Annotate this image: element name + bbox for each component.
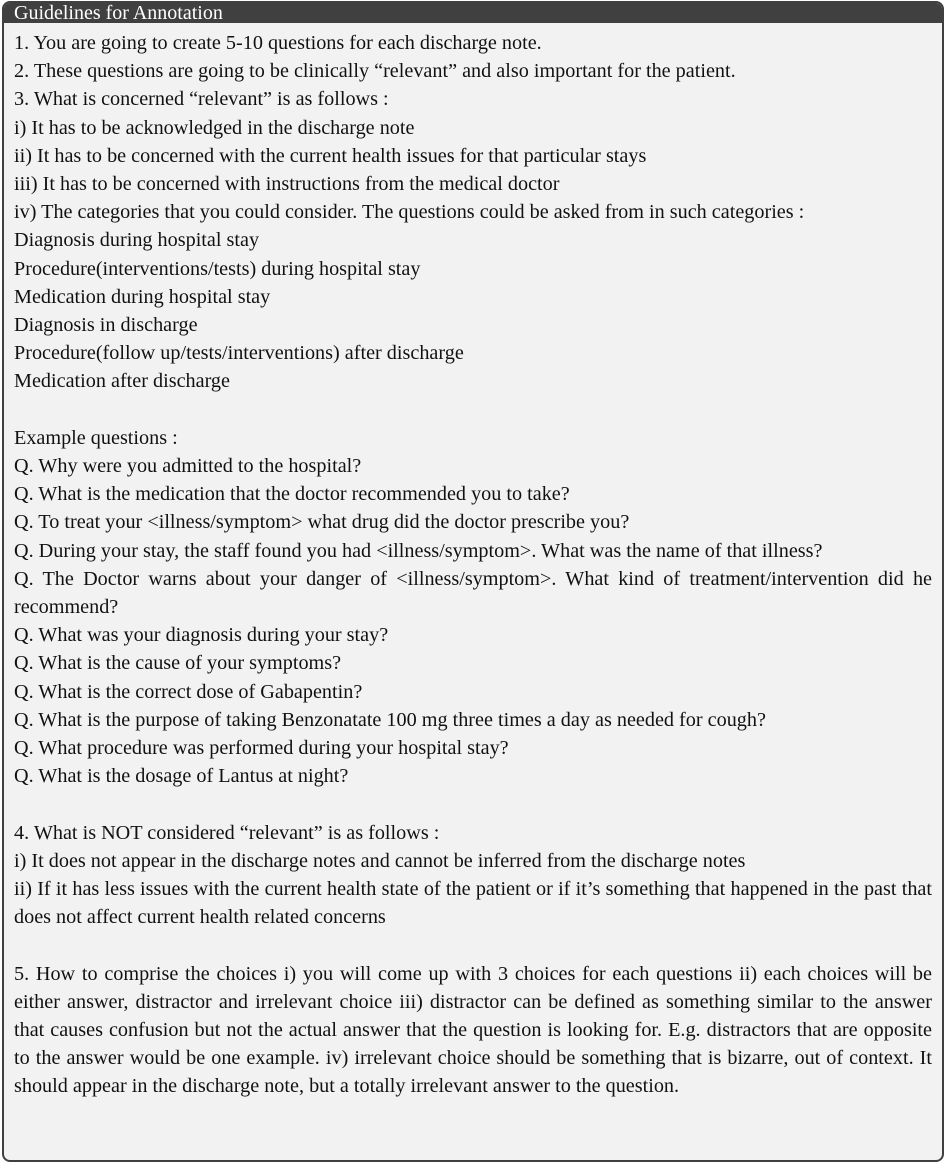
example-question: Q. What is the dosage of Lantus at night? <box>14 765 349 788</box>
category-item: Medication during hospital stay <box>14 285 271 308</box>
not-relevant-item-i: i) It does not appear in the discharge notes and cannot be inferred from the discharge notes <box>14 849 746 872</box>
example-question: Q. What was your diagnosis during your stay? <box>14 624 389 647</box>
example-question: Q. To treat your <illness/symptom> what drug did the doctor prescribe you? <box>14 511 630 534</box>
spacer <box>14 931 932 959</box>
category-item: Procedure(follow up/tests/interventions) after discharge <box>14 342 464 365</box>
category-item: Medication after discharge <box>14 370 230 393</box>
relevant-criterion-ii: ii) It has to be concerned with the current health issues for that particular stays <box>14 144 647 167</box>
not-relevant-item-ii: ii) If it has less issues with the current health state of the patient or if it’s something that happened in the past that does not affect current health related concerns <box>14 878 932 929</box>
guideline-item-3: 3. What is concerned “relevant” is as follows : <box>14 88 389 111</box>
spacer <box>14 790 932 818</box>
category-item: Diagnosis in discharge <box>14 314 198 337</box>
relevant-criterion-i: i) It has to be acknowledged in the discharge note <box>14 116 415 139</box>
example-question: Q. Why were you admitted to the hospital? <box>14 455 362 478</box>
example-question: Q. The Doctor warns about your danger of <illness/symptom>. What kind of treatment/intervention did he recommend? <box>14 567 932 619</box>
guideline-item-1: 1. You are going to create 5-10 questions for each discharge note. <box>14 32 542 54</box>
example-question: Q. What procedure was performed during your hospital stay? <box>14 737 509 760</box>
relevant-criterion-iii: iii) It has to be concerned with instructions from the medical doctor <box>14 173 560 196</box>
example-question: Q. What is the medication that the doctor recommended you to take? <box>14 483 570 506</box>
box-title: Guidelines for Annotation <box>4 3 942 23</box>
guideline-item-2: 2. These questions are going to be clinically “relevant” and also important for the patient. <box>14 60 736 83</box>
spacer <box>14 396 932 424</box>
choices-guideline: 5. How to comprise the choices i) you will come up with 3 choices for each questions ii) each choices will be either answer, distractor and irrelevant choice iii) distractor can be defined as something similar to the answer that causes confusion but not the actual answer that the question is looking for. E.g. distractors that are opposite to the answer would be one example. iv) irrelevant choice should be something that is bizarre, out of context. It should appear in the discharge note, but a totally irrelevant answer to the question. <box>14 962 932 1098</box>
category-item: Diagnosis during hospital stay <box>14 229 260 252</box>
not-relevant-heading: 4. What is NOT considered “relevant” is as follows : <box>14 821 440 844</box>
guidelines-body <box>4 23 942 1101</box>
category-item: Procedure(interventions/tests) during hospital stay <box>14 257 421 280</box>
example-question: Q. What is the cause of your symptoms? <box>14 652 342 675</box>
example-question: Q. During your stay, the staff found you had <illness/symptom>. What was the name of that illness? <box>14 539 823 562</box>
example-question: Q. What is the correct dose of Gabapentin? <box>14 680 363 703</box>
example-question: Q. What is the purpose of taking Benzonatate 100 mg three times a day as needed for cough? <box>14 708 766 731</box>
guidelines-box <box>2 1 944 1162</box>
relevant-criterion-iv: iv) The categories that you could consider. The questions could be asked from in such categories : <box>14 201 805 224</box>
examples-heading: Example questions : <box>14 426 178 449</box>
